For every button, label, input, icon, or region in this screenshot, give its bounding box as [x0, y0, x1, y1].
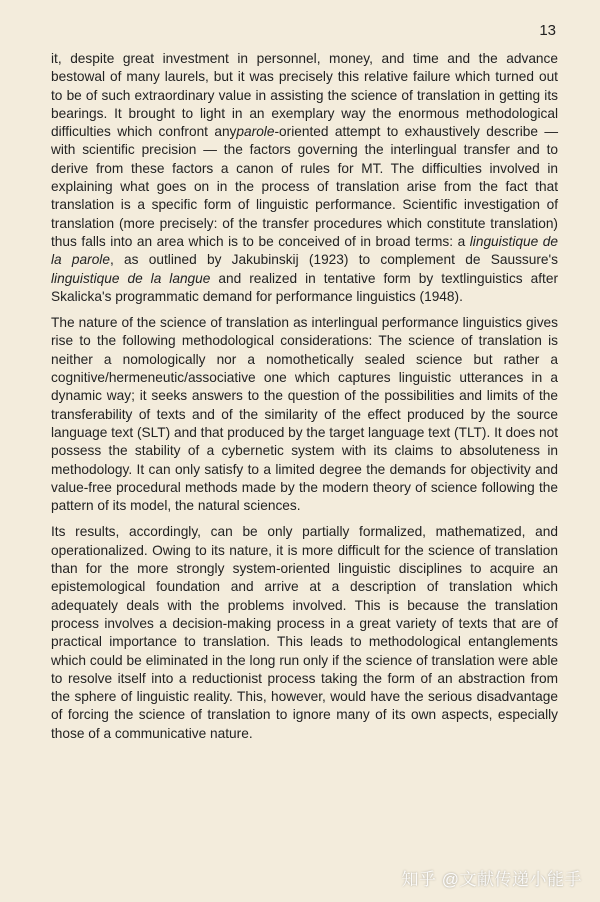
page-number: 13	[539, 22, 556, 39]
text-segment: The nature of the science of translation as interlingual performance linguistics gives rise to the following methodological considerations: The science of translation is neither a nomologically nor a nomothetically sealed science but rather a cognitive/hermeneutic/associative one which captures linguistic utterances in a dynamic way; it seeks answers to the question of the possibilities and limits of the transferability of texts and of the similarity of the effect produced by the source language text (SLT) and that produced by the target language text (TLT). It does not possess the stability of a cybernetic system with its claims to absoluteness in methodology. It can only satisfy to a limited degree the demands for objectivity and value-free procedural methods made by the modern theory of science following the pattern of its model, the natural sciences.	[51, 315, 558, 514]
text-segment: it, despite great investment in personnel, money, and time and the advance bestowal of many laurels, but it was precisely this relative failure which turned out to be of such extraordinary value in assisting the science of translation in getting its bearings. It brought to light in an exemplary way the enormous methodological difficulties which confront any	[51, 51, 558, 140]
text-segment: Its results, accordingly, can be only partially formalized, mathematized, and operationalized. Owing to its nature, it is more difficult for the science of translation than for the more strongly system-oriented linguistic disciplines to acquire an epistemological foundation and arrive at a description of translation which adequately deals with the problems involved. This is because the translation process involves a decision-making process in a great variety of texts that are of practical importance to translation. This leads to methodological entanglements which could be eliminated in the long run only if the science of translation were able to resolve itself into a reductionist process taking the form of an abstraction from the sphere of linguistic reality. This, however, would have the serious disadvantage of forcing the science of translation to ignore many of its own aspects, especially those of a communicative nature.	[51, 524, 558, 741]
text-segment: -oriented attempt to exhaustively describe — with scientific precision — the factors governing the interlingual transfer and to derive from these factors a canon of rules for MT. The difficulties involved in explaining what goes on in the process of translation arise from the fact that translation is a specific form of linguistic performance. Scientific investigation of translation (more precisely: of the transfer procedures which constitute translation) thus falls into an area which is to be conceived of in broad terms: a	[51, 124, 559, 249]
paragraph-2	[51, 314, 558, 515]
watermark: 知乎 @文献传递小能手	[401, 870, 582, 889]
text-segment: , as outlined by Jakubinskij (1923) to complement de Saussure's	[109, 252, 558, 268]
text-segment: and realized in tentative form by textlinguistics after Skalicka's programmatic demand for performance linguistics (1948).	[51, 270, 558, 304]
paragraph-3	[51, 523, 558, 743]
paragraph-1	[51, 50, 558, 306]
italic-term: linguistique de la parole	[51, 233, 558, 268]
italic-term: linguistique de la langue	[51, 270, 211, 286]
italic-term: parole	[236, 124, 275, 140]
body-text	[51, 50, 558, 751]
